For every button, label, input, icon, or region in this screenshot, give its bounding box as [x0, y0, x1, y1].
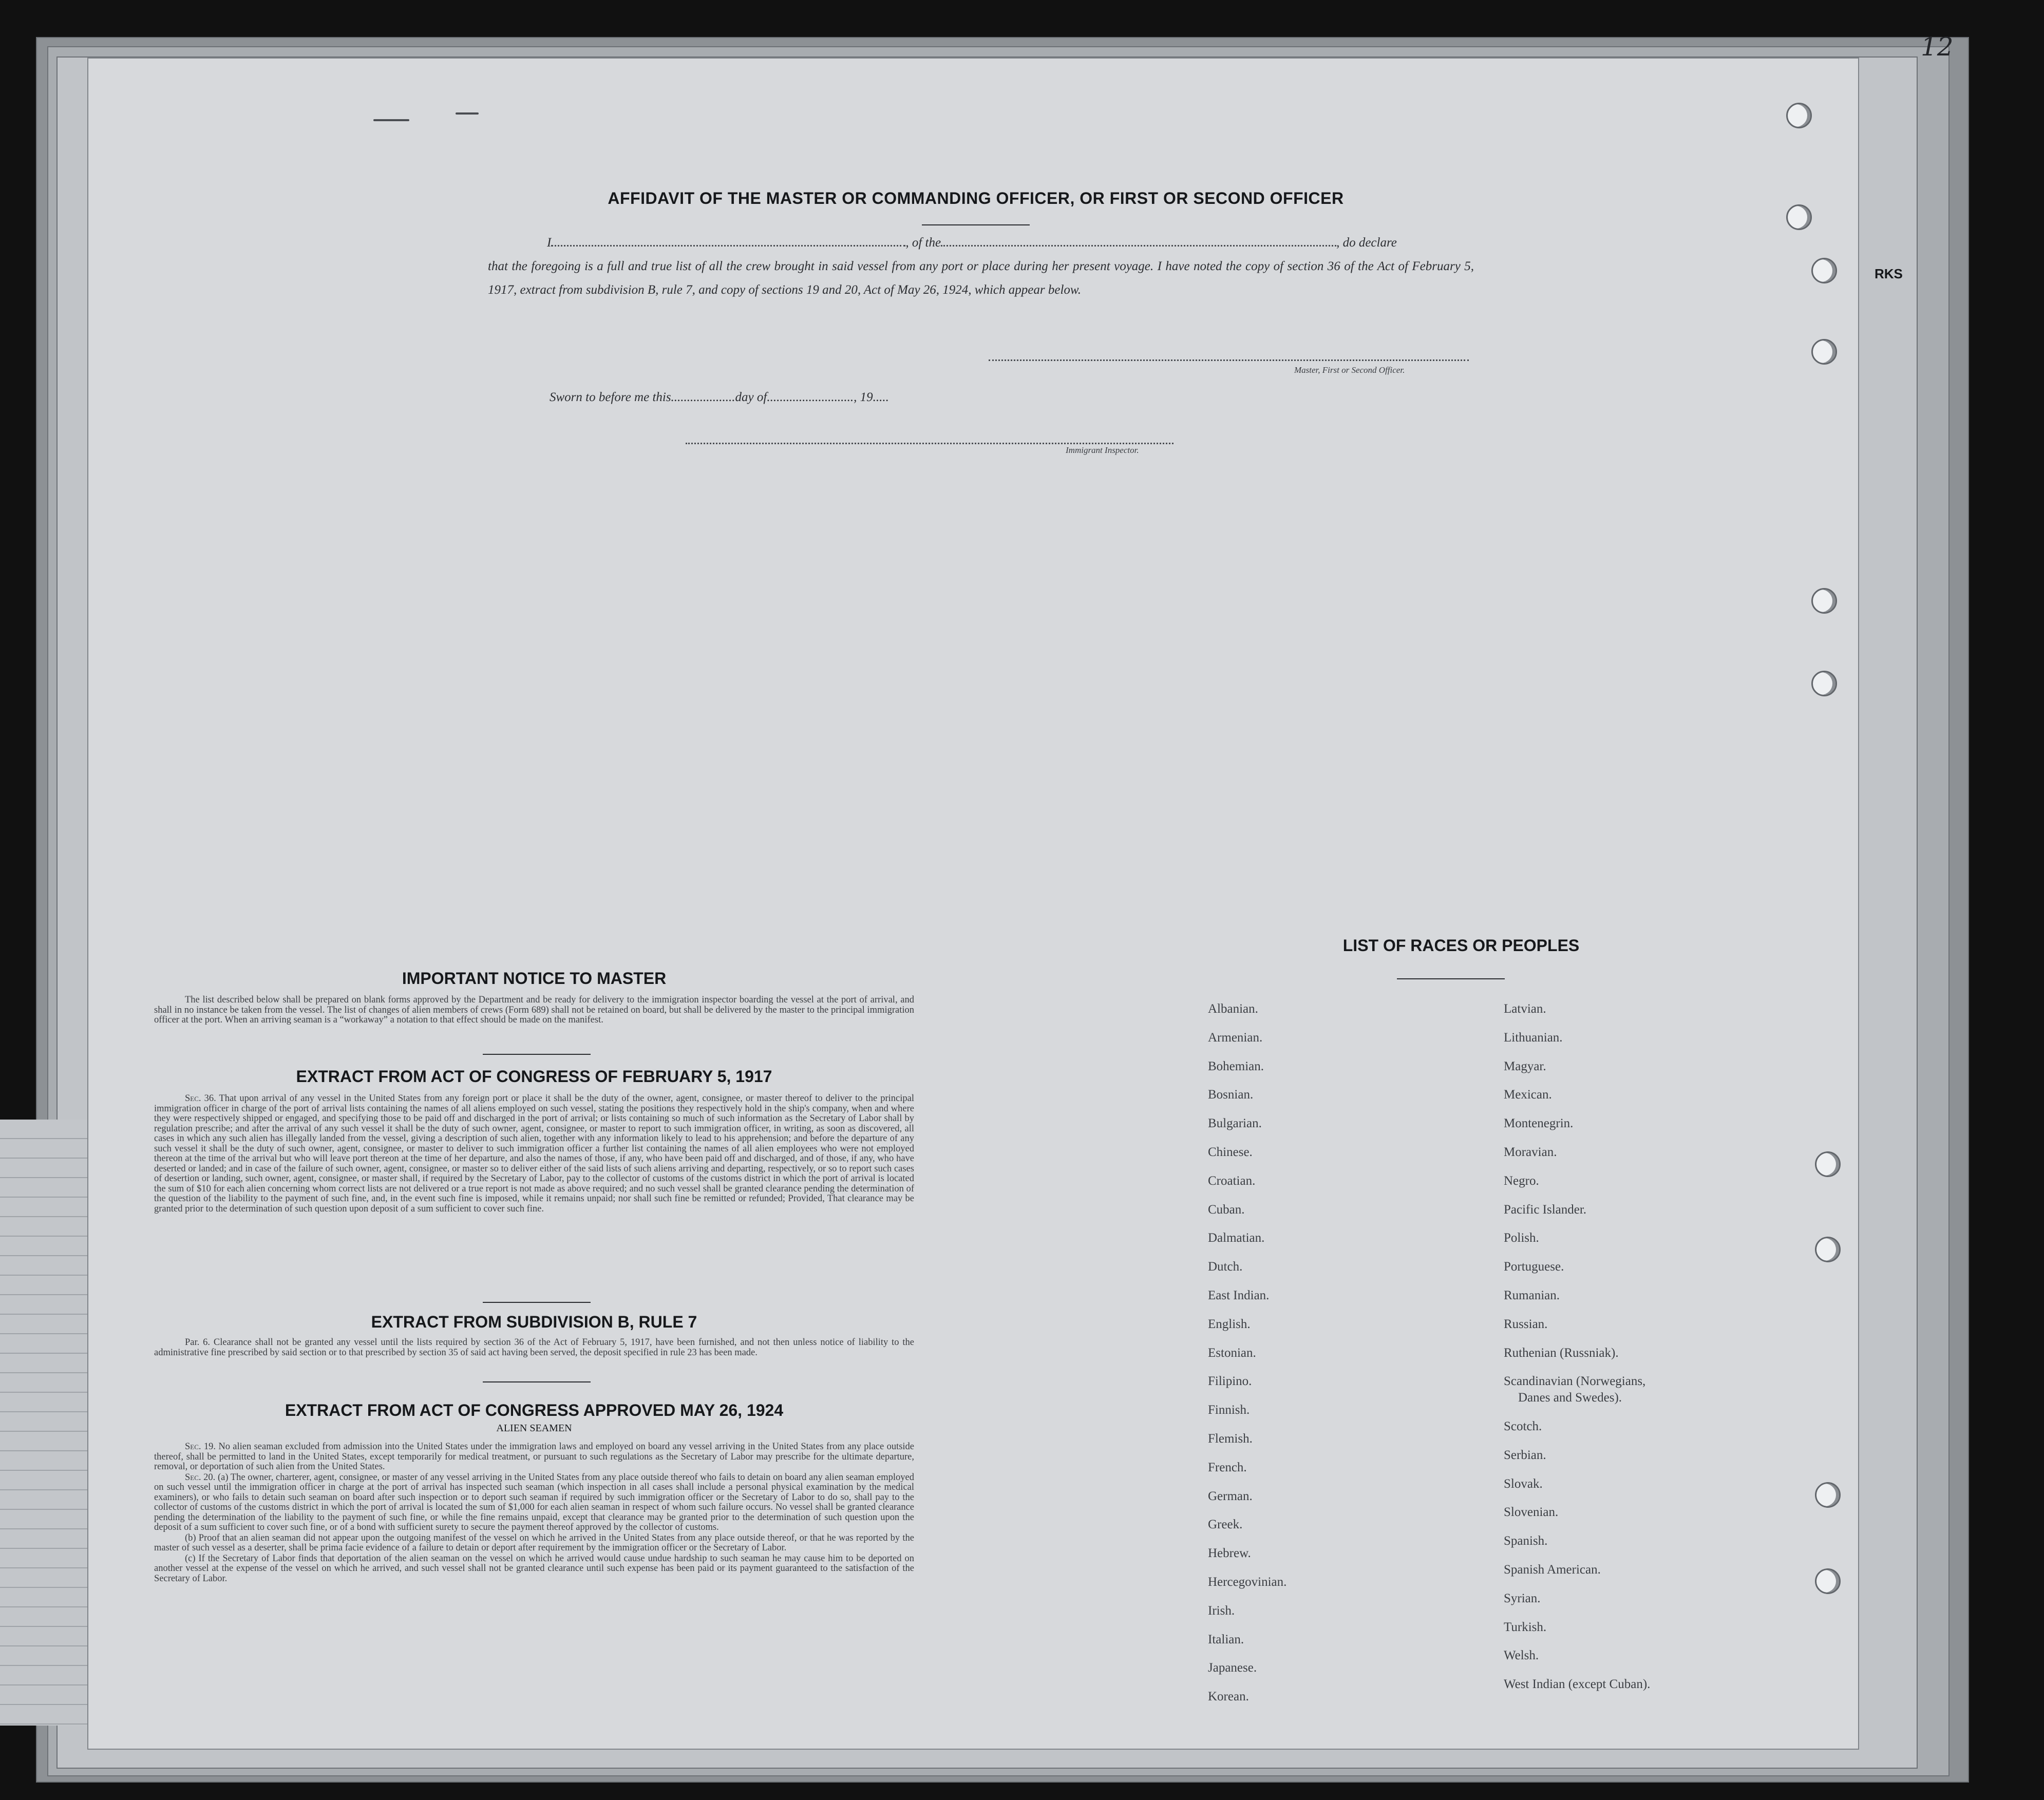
section-36-text: That upon arrival of any vessel in the United States from any foreign port or place it shall be the duty of the owner, agent, consignee, or master thereof to deliver to the principal immigration officer in charge of the port of arrival lists containing the names of all aliens employed on such vessel, stating the positions they respectively hold in the ship's company, when and where they were respectively shipped or engaged, and specifying those to be paid off and discharged in the port of arrival; or lists containing so much of such information as the Secretary of Labor shall by regulation prescribe; and after the arrival of any such vessel it shall be the duty of such owner, agent, consignee, or master to report to such immigration officer, in writing, as soon as discovered, all cases in which any such alien has illegally landed from the vessel, giving a description of such alien, together with any information likely to lead to his apprehension; and before the departure of any such vessel it shall be the duty of such owner, agent, consignee, or master to deliver to such immigration officer a further list containing the names of all alien employees who were not employed thereon at the time of the arrival but who will leave port thereon at the time of her departure, and also the names of those, if any, who have been paid off and discharged, and of those, if any, who have deserted or landed; and in case of the failure of such owner, agent, consignee, or master so to deliver either of the said lists of such aliens arriving and departing, respectively, or so to report such cases of desertion or landing, such owner, agent, consignee, or master shall, if required by the Secretary of Labor, pay to the collector of customs of the customs district in which the port of arrival is located the sum of $10 for each alien concerning whom correct lists are not delivered or a true report is not made as above required; and no such vessel shall be granted clearance pending the determination of the question of the liability to the payment of such fine, and, in the event such fine is imposed, while it remains unpaid; nor shall such fine be remitted or refunded; Provided, That clearance may be granted prior to the determination of such question upon deposit of a sum sufficient to cover such fine. — [154, 1093, 915, 1214]
race-item: Cuban. — [1208, 1202, 1245, 1217]
margin-note: 12 — [1921, 32, 1954, 62]
race-item: Pacific Islander. — [1504, 1202, 1587, 1217]
name-fill-line — [551, 238, 905, 247]
inspector-signature-line — [686, 443, 1174, 444]
race-item: Greek. — [1208, 1518, 1243, 1532]
divider — [1397, 978, 1505, 979]
punch-hole — [1786, 103, 1812, 128]
race-item: Croatian. — [1208, 1173, 1256, 1188]
race-item: Spanish American. — [1504, 1562, 1601, 1577]
race-item: Finnish. — [1208, 1403, 1250, 1417]
races-title: LIST OF RACES OR PEOPLES — [1342, 936, 1580, 955]
section-36-label: Sec. 36. — [185, 1093, 216, 1104]
race-item: Danes and Swedes). — [1518, 1391, 1622, 1405]
rule7-paragraph: Par. 6. Clearance shall not be granted any vessel until the lists required by section 36 of the Act of February 5, 1917, have been furnished, and not then unless notice of liability to the administrative fine prescribed by said section or to that prescribed by section 35 of said act having been served, the deposit specified in rule 23 has been made. — [154, 1337, 914, 1358]
race-item: Estonian. — [1208, 1346, 1256, 1360]
act-1917-text — [154, 1094, 914, 1215]
affidavit-body — [488, 231, 1474, 302]
divider — [483, 1381, 591, 1382]
race-item: Dalmatian. — [1208, 1231, 1265, 1245]
race-item: Latvian. — [1504, 1002, 1546, 1016]
race-item: Scotch. — [1504, 1419, 1542, 1433]
act-1924-subtitle: ALIEN SEAMEN — [496, 1423, 572, 1434]
punch-hole — [1811, 588, 1837, 614]
race-item: Filipino. — [1208, 1374, 1252, 1389]
section-19-label: Sec. 19. — [185, 1442, 216, 1452]
race-item: Spanish. — [1504, 1534, 1548, 1548]
race-item: Montenegrin. — [1504, 1116, 1574, 1131]
race-item: Dutch. — [1208, 1260, 1243, 1274]
race-item: German. — [1208, 1489, 1253, 1503]
race-item: Ruthenian (Russniak). — [1504, 1346, 1619, 1360]
race-item: Korean. — [1208, 1690, 1249, 1704]
declarant-label: I — [547, 236, 552, 250]
divider — [922, 224, 1030, 225]
race-item: Syrian. — [1504, 1591, 1541, 1605]
notice-paragraph: The list described below shall be prepared on blank forms approved by the Department and be ready for delivery to the immigration inspector boarding the vessel at the port of arrival, and shall in no instance be taken from the vessel. The list of changes of alien members of crews (Form 689) shall not be retained on board, but shall be delivered by the master to the principal immigration officer at the port. When an arriving seaman is a “workaway” a notation to that effect should be made on the manifest. — [154, 995, 914, 1025]
race-item: Serbian. — [1504, 1448, 1546, 1462]
inspector-caption: Immigrant Inspector. — [1066, 445, 1139, 455]
race-item: West Indian (except Cuban). — [1504, 1677, 1651, 1692]
act-1917-title: EXTRACT FROM ACT OF CONGRESS OF FEBRUARY 5, 1917 — [296, 1067, 772, 1086]
side-label: RKS — [1875, 266, 1903, 281]
punch-hole — [1786, 204, 1812, 230]
race-item: Flemish. — [1208, 1431, 1253, 1446]
race-item: Rumanian. — [1504, 1288, 1560, 1302]
race-item: Scandinavian (Norwegians, — [1504, 1374, 1646, 1389]
race-item: Slovenian. — [1504, 1505, 1559, 1520]
section-20-label: Sec. 20. — [185, 1472, 216, 1483]
section-20b-text: (b) Proof that an alien seaman did not appear upon the outgoing manifest of the vessel on which he arrived in the United States from any place outside thereof, or that he was reported by the master of such vessel as a deserter, shall be prima facie evidence of a failure to detain or deport after requirement by the immigration officer or the Secretary of Labor. — [154, 1532, 914, 1553]
punch-hole — [1811, 671, 1837, 696]
act-1924-text — [154, 1442, 914, 1584]
race-item: Chinese. — [1208, 1145, 1253, 1159]
race-item: East Indian. — [1208, 1288, 1270, 1302]
race-item: Turkish. — [1504, 1620, 1547, 1634]
affidavit-first-line — [488, 231, 1474, 255]
ruled-edge — [0, 1120, 90, 1726]
race-item: Negro. — [1504, 1173, 1539, 1188]
scribble-mark — [456, 112, 479, 115]
section-20c-text: (c) If the Secretary of Labor finds that deportation of the alien seaman on the vessel on which he arrived would cause undue hardship to such seaman he may cause him to be deported on another vessel at the expense of the vessel on which he arrived, and such vessel shall not be granted clearance until such expense has been paid or its payment guaranteed to the satisfaction of the Secretary of Labor. — [154, 1553, 914, 1584]
punch-hole — [1811, 258, 1837, 283]
divider — [483, 1054, 591, 1055]
divider — [483, 1302, 591, 1303]
race-item: Bulgarian. — [1208, 1116, 1262, 1131]
section-20a-text: (a) The owner, charterer, agent, consignee, or master of any vessel arriving in the United States from any place outside thereof who fails to detain on board any alien seaman employed on such vessel until the immigration officer in charge at the port of arrival has inspected such seaman (which inspection in all cases shall include a personal physical examination by the medical examiners), or who fails to detain such seaman on board after such inspection or to deport such seaman if required by such immigration officer or the Secretary of Labor to do so, shall pay to the collector of customs of the customs district in which the port of arrival is located the sum of $1,000 for each alien seaman in respect of whom such failure occurs. No vessel shall be granted clearance pending the determination of the liability to the payment of such fine, or while the fine remains unpaid, except that clearance may be granted prior to the determination of such question upon the deposit of a sum sufficient to cover such fine, or of a bond with sufficient surety to secure the payment thereof approved by the collector of customs. — [154, 1472, 915, 1532]
race-item: Bohemian. — [1208, 1059, 1264, 1073]
declare-label: , do declare — [1336, 236, 1397, 250]
race-item: Slovak. — [1504, 1476, 1543, 1491]
race-item: Bosnian. — [1208, 1088, 1254, 1102]
master-signature-line — [989, 359, 1469, 361]
notice-title: IMPORTANT NOTICE TO MASTER — [402, 969, 667, 988]
sworn-line: Sworn to before me this....................day of..........................., 19..... — [550, 390, 889, 404]
notice-text — [154, 995, 914, 1026]
race-item: Magyar. — [1504, 1059, 1546, 1073]
race-item: Italian. — [1208, 1632, 1244, 1646]
race-item: Moravian. — [1504, 1145, 1557, 1159]
punch-hole — [1811, 339, 1837, 365]
section-19-text: No alien seaman excluded from admission into the United States under the immigration laws and employed on board any vessel arriving in the United States from any place outside thereof, shall be permitted to land in the United States, except temporarily for medical treatment, or pursuant to such regulations as the Secretary of Labor may prescribe for the ultimate departure, removal, or deportation of such alien from the United States. — [154, 1442, 915, 1472]
act-1924-title: EXTRACT FROM ACT OF CONGRESS APPROVED MAY 26, 1924 — [285, 1401, 784, 1419]
affidavit-title: AFFIDAVIT OF THE MASTER OR COMMANDING OFFICER, OR FIRST OR SECOND OFFICER — [608, 189, 1344, 207]
affidavit-text: that the foregoing is a full and true list of all the crew brought in said vessel from any port or place during her present voyage. I have noted the copy of section 36 of the Act of February 5, 1917, extract from subdivision B, rule 7, and copy of sections 19 and 20, Act of May 26, 1924, which appear below. — [488, 259, 1474, 297]
race-item: Irish. — [1208, 1603, 1235, 1618]
rule7-title: EXTRACT FROM SUBDIVISION B, RULE 7 — [371, 1313, 697, 1331]
race-item: Mexican. — [1504, 1088, 1552, 1102]
vessel-of-label: , of the — [905, 236, 941, 250]
race-item: Portuguese. — [1504, 1260, 1564, 1274]
race-item: Polish. — [1504, 1231, 1539, 1245]
race-item: Albanian. — [1208, 1002, 1258, 1016]
races-right-column — [1504, 1001, 1822, 1706]
race-item: Japanese. — [1208, 1661, 1257, 1675]
race-item: English. — [1208, 1317, 1251, 1331]
race-item: Russian. — [1504, 1317, 1548, 1331]
race-item: French. — [1208, 1460, 1247, 1474]
race-item: Welsh. — [1504, 1649, 1539, 1663]
master-caption: Master, First or Second Officer. — [1294, 365, 1405, 375]
rule7-text — [154, 1338, 914, 1358]
race-item: Hebrew. — [1208, 1546, 1251, 1561]
race-item: Hercegovinian. — [1208, 1575, 1287, 1589]
race-item: Armenian. — [1208, 1030, 1263, 1045]
race-item: Lithuanian. — [1504, 1030, 1563, 1045]
vessel-fill-line — [941, 238, 1336, 247]
scribble-mark — [373, 119, 409, 121]
races-left-column — [1208, 1001, 1475, 1718]
